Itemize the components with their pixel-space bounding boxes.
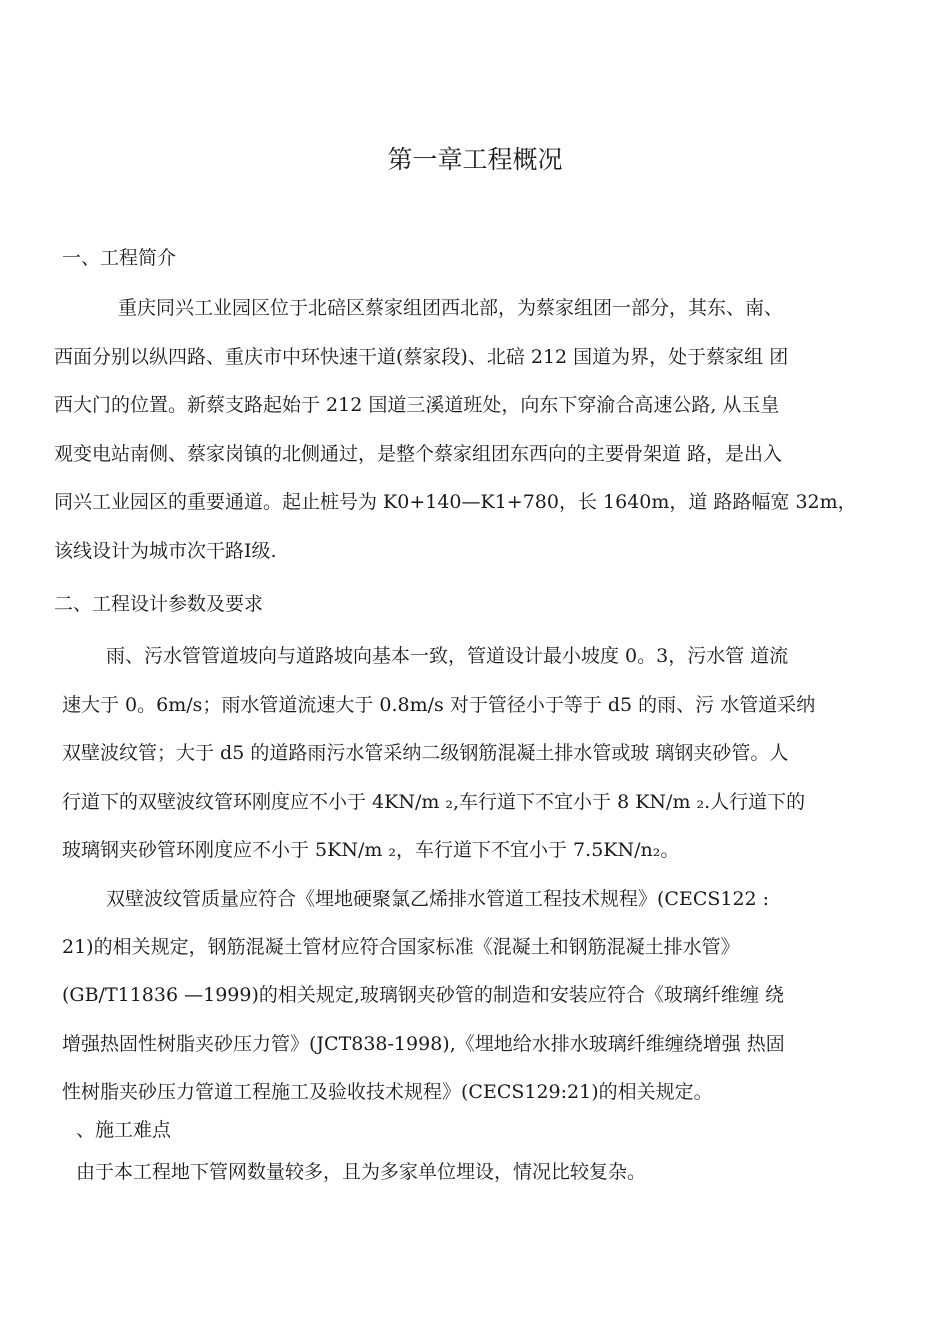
- paragraph-line: 速大于 0。6m/s；雨水管道流速大于 0.8m/s 对于管径小于等于 d5 的雨、污 水管道采纳: [62, 693, 816, 716]
- paragraph-line: 双壁波纹管；大于 d5 的道路雨污水管采纳二级钢筋混凝土排水管或玻 璃钢夹砂管。人: [62, 742, 789, 765]
- design-paragraph-1: [62, 632, 892, 875]
- section-heading-difficulties: 、施工难点: [76, 1119, 172, 1141]
- paragraph-line: 性树脂夹砂压力管道工程施工及验收技术规程》(CECS129:21)的相关规定。: [62, 1080, 713, 1103]
- paragraph-line: 双壁波纹管质量应符合《埋地硬聚氯乙烯排水管道工程技术规程》(CECS122 :: [106, 888, 770, 910]
- paragraph-line: 西大门的位置。新蔡支路起始于 212 国道三溪道班处，向东下穿渝合高速公路, 从玉皇: [54, 394, 780, 416]
- design-paragraph-2: [62, 875, 892, 1116]
- paragraph-line: 该线设计为城市次干路Ⅰ级.: [54, 539, 277, 562]
- chapter-title: 第一章工程概况: [387, 145, 563, 174]
- paragraph-line: 玻璃钢夹砂管环刚度应不小于 5KN/m ₂，车行道下不宜小于 7.5KN/n₂。: [62, 839, 680, 862]
- paragraph-line: 21)的相关规定，钢筋混凝土管材应符合国家标准《混凝土和钢筋混凝土排水管》: [62, 936, 740, 959]
- section-heading-overview: 一、工程简介: [62, 247, 177, 269]
- paragraph-line: 增强热固性树脂夹砂压力管》(JCT838-1998),《埋地给水排水玻璃纤维缠绕增强 热固: [62, 1032, 785, 1055]
- section-heading-design: 二、工程设计参数及要求: [54, 593, 264, 615]
- paragraph-line: 观变电站南侧、蔡家岗镇的北侧通过，是整个蔡家组团东西向的主要骨架道 路，是出入: [54, 442, 783, 465]
- paragraph-line: 同兴工业园区的重要通道。起止桩号为 K0+140—K1+780，长 1640m，道 路路幅宽 32m，: [54, 491, 857, 513]
- paragraph-line: 西面分别以纵四路、重庆市中环快速干道(蔡家段)、北碚 212 国道为界，处于蔡家组 团: [54, 345, 789, 368]
- difficulties-paragraph: 由于本工程地下管网数量较多，且为多家单位埋设，情况比较复杂。: [76, 1161, 647, 1183]
- overview-paragraph: [54, 284, 884, 575]
- paragraph-line: 行道下的双壁波纹管环刚度应不小于 4KN/m ₂,车行道下不宜小于 8 KN/m ₂.人行道下的: [62, 790, 806, 813]
- paragraph-line: (GB/T11836 —1999)的相关规定,玻璃钢夹砂管的制造和安装应符合《玻璃纤维缠 绕: [62, 984, 784, 1007]
- paragraph-line: 雨、污水管管道坡向与道路坡向基本一致，管道设计最小坡度 0。3，污水管 道流: [106, 645, 789, 667]
- paragraph-line: 重庆同兴工业园区位于北碚区蔡家组团西北部，为蔡家组团一部分，其东、南、: [118, 297, 784, 319]
